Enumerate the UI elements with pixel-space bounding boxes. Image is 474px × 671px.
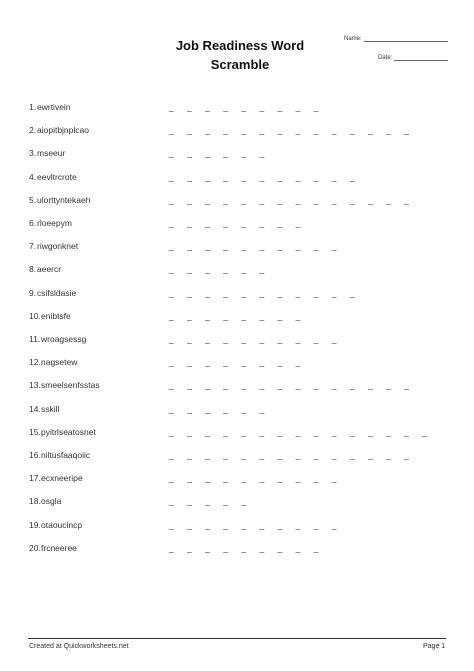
- answer-blanks[interactable]: _ _ _ _ _ _ _ _ _: [169, 102, 324, 112]
- answer-blanks[interactable]: _ _ _ _ _ _ _ _ _ _: [169, 519, 343, 530]
- scrambled-word: sskill: [41, 403, 60, 414]
- page-number: Page 1: [423, 643, 446, 650]
- scrambled-word: wroagsessg: [41, 334, 87, 344]
- footer-credit: Created at Quickworksheets.net: [29, 643, 129, 650]
- item-number: 9.: [29, 287, 37, 298]
- scrambled-word: aiopitbjnplcao: [37, 125, 89, 136]
- item-number: 2.: [29, 125, 37, 136]
- name-field: [344, 36, 448, 42]
- item-number: 6.: [29, 218, 37, 228]
- item-number: 12.: [29, 357, 41, 368]
- scrambled-word: ulorttyntekaeh: [37, 194, 91, 205]
- scrambled-word: smeelsenfsstas: [41, 380, 100, 391]
- answer-blanks[interactable]: _ _ _ _ _ _ _ _ _ _ _ _ _ _: [169, 125, 415, 136]
- answer-blanks[interactable]: _ _ _ _ _ _ _ _ _ _ _ _ _ _: [169, 450, 415, 460]
- item-number: 18.: [29, 496, 41, 507]
- answer-blanks[interactable]: _ _ _ _ _ _ _ _ _ _ _ _ _ _: [169, 194, 415, 205]
- title-line-1: Job Readiness Word: [175, 38, 305, 53]
- name-blank-line: [364, 36, 448, 42]
- answer-blanks[interactable]: _ _ _ _ _ _: [169, 264, 270, 275]
- answer-blanks[interactable]: _ _ _ _ _ _ _ _: [169, 310, 306, 321]
- date-label: Date:: [378, 55, 393, 61]
- item-number: 15.: [29, 426, 41, 437]
- date-blank-line: [394, 55, 448, 61]
- item-number: 5.: [29, 194, 37, 205]
- answer-blanks[interactable]: _ _ _ _ _ _ _ _ _ _ _ _ _ _ _: [169, 426, 433, 437]
- item-number: 3.: [29, 148, 37, 159]
- item-number: 20.: [29, 542, 41, 553]
- answer-blanks[interactable]: _ _ _ _ _ _ _ _: [169, 357, 306, 368]
- item-number: 4.: [29, 171, 37, 182]
- title-line-2: Scramble: [210, 57, 270, 72]
- scrambled-word: ewrtivein: [37, 102, 71, 112]
- scrambled-word: aeercr: [37, 264, 62, 275]
- scrambled-word: csifsldasie: [37, 287, 77, 298]
- item-number: 8.: [29, 264, 37, 275]
- answer-blanks[interactable]: _ _ _ _ _ _ _ _ _ _: [169, 473, 343, 484]
- scrambled-word: eevltrcrote: [37, 171, 77, 182]
- answer-blanks[interactable]: _ _ _ _ _ _ _ _ _ _ _: [169, 171, 361, 182]
- scrambled-word: niltusfaaqoiic: [41, 450, 91, 460]
- scrambled-word: mseeur: [37, 148, 66, 159]
- scrambled-word: riwgonknet: [37, 241, 79, 252]
- scrambled-word: nagsetew: [41, 357, 78, 368]
- scrambled-word: otaoucincp: [41, 519, 83, 530]
- answer-blanks[interactable]: _ _ _ _ _ _ _ _ _ _ _: [169, 287, 361, 298]
- answer-blanks[interactable]: _ _ _ _ _ _ _ _ _ _: [169, 334, 343, 344]
- worksheet-title: [150, 36, 330, 74]
- scrambled-word: enibtsfe: [41, 310, 71, 321]
- item-number: 19.: [29, 519, 41, 530]
- answer-blanks[interactable]: _ _ _ _ _: [169, 496, 252, 507]
- answer-blanks[interactable]: _ _ _ _ _ _ _ _ _ _ _ _ _ _: [169, 380, 415, 391]
- item-number: 1.: [29, 102, 37, 112]
- item-number: 10.: [29, 310, 41, 321]
- item-number: 14.: [29, 403, 41, 414]
- answer-blanks[interactable]: _ _ _ _ _ _: [169, 148, 270, 159]
- answer-blanks[interactable]: _ _ _ _ _ _: [169, 403, 270, 414]
- item-number: 17.: [29, 473, 41, 484]
- item-number: 7.: [29, 241, 37, 252]
- item-number: 16.: [29, 450, 41, 460]
- answer-blanks[interactable]: _ _ _ _ _ _ _ _: [169, 218, 306, 228]
- footer-divider: [28, 638, 446, 639]
- scrambled-word: pyitrlseatosnet: [41, 426, 96, 437]
- item-number: 13.: [29, 380, 41, 391]
- name-label: Name:: [344, 36, 362, 42]
- scrambled-word: frcneeree: [41, 542, 77, 553]
- answer-blanks[interactable]: _ _ _ _ _ _ _ _ _ _: [169, 241, 343, 252]
- scrambled-word: osgla: [41, 496, 62, 507]
- scrambled-word: rloeepym: [37, 218, 72, 228]
- item-number: 11.: [29, 334, 41, 344]
- scrambled-word: ecxneeripe: [41, 473, 83, 484]
- answer-blanks[interactable]: _ _ _ _ _ _ _ _ _: [169, 542, 324, 553]
- date-field: [378, 55, 448, 61]
